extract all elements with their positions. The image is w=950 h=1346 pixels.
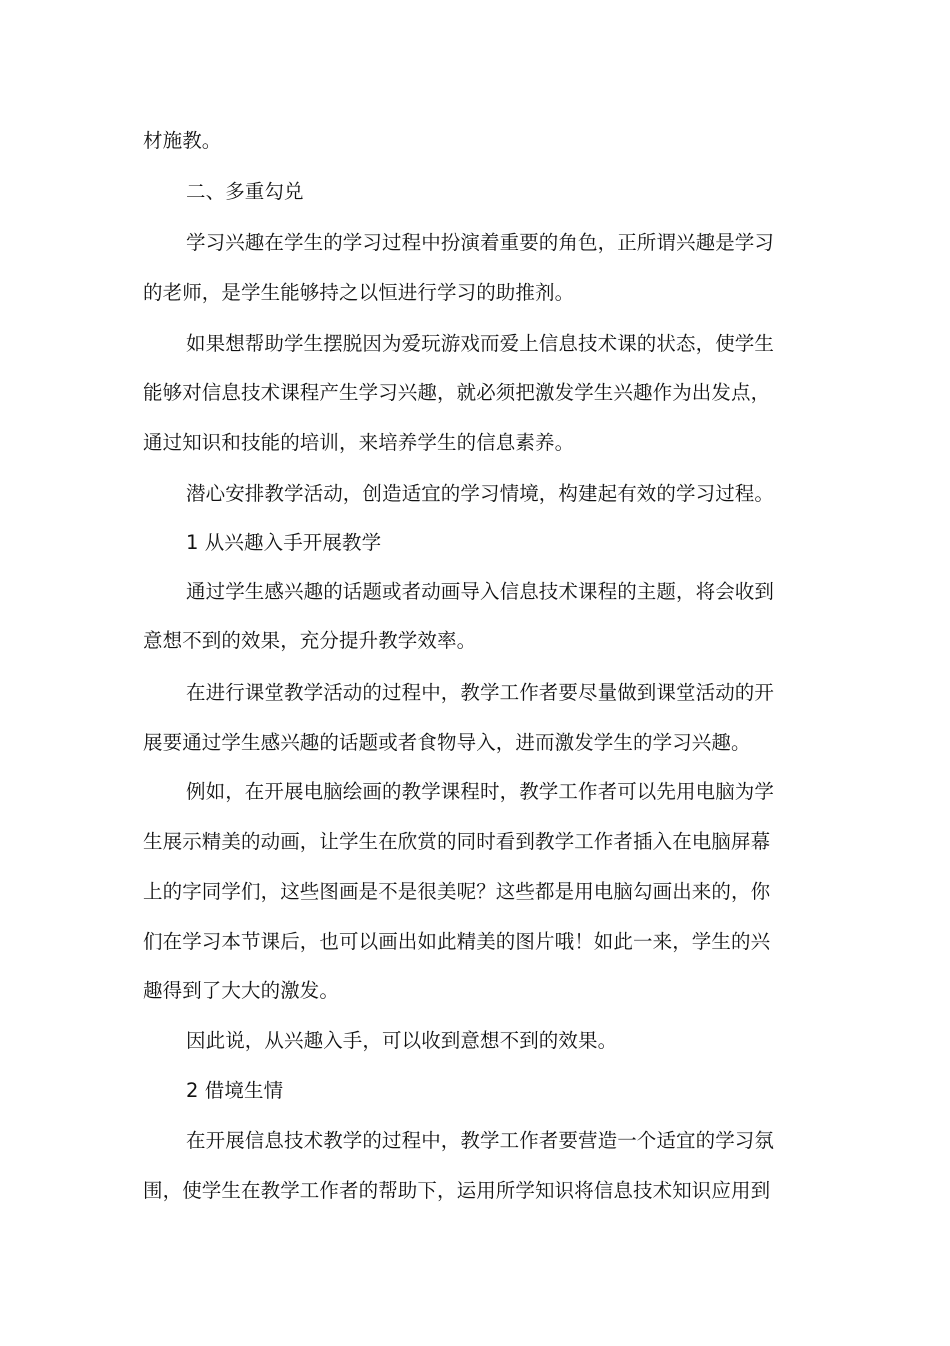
- paragraph-line: 意想不到的效果，充分提升教学效率。: [143, 629, 477, 652]
- paragraph-line: 通过知识和技能的培训，来培养学生的信息素养。: [143, 431, 575, 454]
- subsection-heading: 1 从兴趣入手开展教学: [186, 531, 382, 554]
- paragraph-line: 材施教。: [143, 129, 222, 152]
- paragraph-line: 潜心安排教学活动，创造适宜的学习情境，构建起有效的学习过程。: [186, 482, 775, 505]
- paragraph-line: 生展示精美的动画，让学生在欣赏的同时看到教学工作者插入在电脑屏幕: [143, 830, 771, 853]
- paragraph-line: 趣得到了大大的激发。: [143, 979, 340, 1002]
- subsection-heading: 2 借境生情: [186, 1079, 284, 1102]
- paragraph-line: 的老师，是学生能够持之以恒进行学习的助推剂。: [143, 281, 575, 304]
- paragraph-line: 在进行课堂教学活动的过程中，教学工作者要尽量做到课堂活动的开: [186, 681, 775, 704]
- paragraph-line: 因此说，从兴趣入手，可以收到意想不到的效果。: [186, 1029, 618, 1052]
- paragraph-line: 围，使学生在教学工作者的帮助下，运用所学知识将信息技术知识应用到: [143, 1179, 771, 1202]
- section-heading: 二、多重勾兑: [186, 180, 304, 203]
- paragraph-line: 例如，在开展电脑绘画的教学课程时，教学工作者可以先用电脑为学: [186, 780, 775, 803]
- paragraph-line: 如果想帮助学生摆脱因为爱玩游戏而爱上信息技术课的状态，使学生: [186, 332, 775, 355]
- paragraph-line: 通过学生感兴趣的话题或者动画导入信息技术课程的主题，将会收到: [186, 580, 775, 603]
- paragraph-line: 们在学习本节课后，也可以画出如此精美的图片哦！如此一来，学生的兴: [143, 930, 771, 953]
- paragraph-line: 学习兴趣在学生的学习过程中扮演着重要的角色，正所谓兴趣是学习: [186, 231, 775, 254]
- paragraph-line: 展要通过学生感兴趣的话题或者食物导入，进而激发学生的学习兴趣。: [143, 731, 751, 754]
- paragraph-line: 能够对信息技术课程产生学习兴趣，就必须把激发学生兴趣作为出发点，: [143, 381, 771, 404]
- paragraph-line: 上的字同学们，这些图画是不是很美呢？这些都是用电脑勾画出来的，你: [143, 880, 771, 903]
- paragraph-line: 在开展信息技术教学的过程中，教学工作者要营造一个适宜的学习氛: [186, 1129, 775, 1152]
